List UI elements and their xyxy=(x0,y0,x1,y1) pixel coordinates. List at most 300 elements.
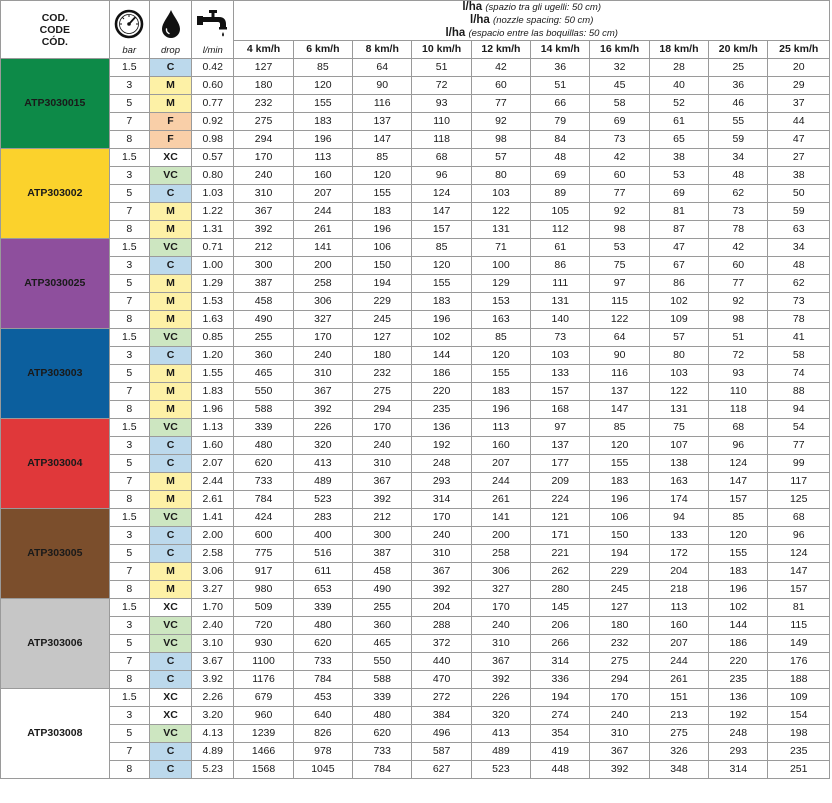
application-rate-cell: 48 xyxy=(531,149,590,167)
application-rate-cell: 1466 xyxy=(234,743,293,761)
flow-rate-cell: 0.98 xyxy=(192,131,234,149)
application-rate-cell: 294 xyxy=(234,131,293,149)
application-rate-cell: 1239 xyxy=(234,725,293,743)
drop-size-cell: C xyxy=(149,671,191,689)
pressure-cell: 3 xyxy=(109,77,149,95)
application-rate-cell: 62 xyxy=(768,275,830,293)
drop-size-cell: VC xyxy=(149,167,191,185)
application-rate-cell: 89 xyxy=(531,185,590,203)
application-rate-cell: 300 xyxy=(234,257,293,275)
application-rate-cell: 367 xyxy=(590,743,649,761)
application-rate-cell: 490 xyxy=(234,311,293,329)
application-rate-cell: 207 xyxy=(293,185,352,203)
flow-rate-cell: 1.22 xyxy=(192,203,234,221)
application-rate-cell: 490 xyxy=(353,581,412,599)
pressure-cell: 7 xyxy=(109,653,149,671)
drop-size-cell: M xyxy=(149,77,191,95)
application-rate-cell: 144 xyxy=(709,617,768,635)
application-rate-cell: 496 xyxy=(412,725,471,743)
application-rate-cell: 306 xyxy=(293,293,352,311)
table-row xyxy=(1,329,830,347)
application-rate-cell: 58 xyxy=(768,347,830,365)
application-rate-cell: 258 xyxy=(471,545,530,563)
application-rate-cell: 151 xyxy=(649,689,708,707)
application-rate-cell: 465 xyxy=(353,635,412,653)
application-rate-cell: 400 xyxy=(293,527,352,545)
application-rate-cell: 310 xyxy=(234,185,293,203)
application-rate-cell: 136 xyxy=(709,689,768,707)
drop-size-cell: C xyxy=(149,743,191,761)
application-rate-cell: 68 xyxy=(412,149,471,167)
application-rate-cell: 116 xyxy=(353,95,412,113)
pressure-gauge-icon xyxy=(113,8,145,40)
pressure-cell: 3 xyxy=(109,167,149,185)
application-rate-cell: 48 xyxy=(709,167,768,185)
drop-size-cell: VC xyxy=(149,419,191,437)
flow-rate-cell: 3.67 xyxy=(192,653,234,671)
application-rate-cell: 255 xyxy=(353,599,412,617)
application-rate-cell: 194 xyxy=(531,689,590,707)
application-rate-cell: 170 xyxy=(471,599,530,617)
flow-rate-cell: 0.92 xyxy=(192,113,234,131)
application-rate-cell: 1568 xyxy=(234,761,293,779)
application-rate-cell: 77 xyxy=(471,95,530,113)
application-rate-cell: 204 xyxy=(649,563,708,581)
application-rate-cell: 102 xyxy=(649,293,708,311)
application-rate-cell: 125 xyxy=(768,491,830,509)
application-rate-cell: 67 xyxy=(649,257,708,275)
application-rate-cell: 137 xyxy=(531,437,590,455)
flow-rate-cell: 0.57 xyxy=(192,149,234,167)
flow-rate-cell: 1.63 xyxy=(192,311,234,329)
table-row xyxy=(1,761,830,779)
nozzle-code: ATP3030025 xyxy=(1,239,110,329)
application-rate-cell: 733 xyxy=(234,473,293,491)
application-rate-cell: 154 xyxy=(768,707,830,725)
header-row-top xyxy=(1,1,830,41)
application-rate-cell: 419 xyxy=(531,743,590,761)
lmin-label: l/min xyxy=(202,44,223,56)
application-rate-cell: 367 xyxy=(353,473,412,491)
pressure-cell: 7 xyxy=(109,743,149,761)
application-rate-cell: 261 xyxy=(293,221,352,239)
application-rate-cell: 32 xyxy=(590,59,649,77)
application-rate-cell: 133 xyxy=(649,527,708,545)
application-rate-cell: 68 xyxy=(768,509,830,527)
application-rate-cell: 42 xyxy=(471,59,530,77)
title-unit-it: l/ha xyxy=(462,1,483,13)
pressure-cell: 8 xyxy=(109,761,149,779)
application-rate-cell: 58 xyxy=(590,95,649,113)
code-header xyxy=(1,1,110,59)
application-rate-cell: 775 xyxy=(234,545,293,563)
application-rate-cell: 367 xyxy=(293,383,352,401)
application-rate-cell: 180 xyxy=(234,77,293,95)
application-rate-cell: 85 xyxy=(471,329,530,347)
application-rate-cell: 930 xyxy=(234,635,293,653)
application-rate-cell: 68 xyxy=(709,419,768,437)
application-rate-cell: 218 xyxy=(649,581,708,599)
application-rate-cell: 174 xyxy=(649,491,708,509)
application-rate-cell: 261 xyxy=(649,671,708,689)
flow-rate-cell: 2.00 xyxy=(192,527,234,545)
application-rate-cell: 65 xyxy=(649,131,708,149)
pressure-cell: 5 xyxy=(109,275,149,293)
drop-size-cell: XC xyxy=(149,689,191,707)
application-rate-cell: 72 xyxy=(412,77,471,95)
application-rate-cell: 480 xyxy=(353,707,412,725)
application-rate-cell: 245 xyxy=(590,581,649,599)
application-rate-cell: 200 xyxy=(293,257,352,275)
application-rate-cell: 59 xyxy=(768,203,830,221)
application-rate-cell: 109 xyxy=(768,689,830,707)
flow-rate-cell: 2.44 xyxy=(192,473,234,491)
speed-header: 20 km/h xyxy=(709,41,768,59)
application-rate-cell: 137 xyxy=(353,113,412,131)
application-rate-cell: 25 xyxy=(709,59,768,77)
application-rate-cell: 155 xyxy=(412,275,471,293)
application-rate-cell: 200 xyxy=(471,527,530,545)
flow-rate-cell: 0.77 xyxy=(192,95,234,113)
application-rate-cell: 261 xyxy=(471,491,530,509)
application-rate-cell: 679 xyxy=(234,689,293,707)
application-rate-cell: 516 xyxy=(293,545,352,563)
application-rate-cell: 92 xyxy=(471,113,530,131)
application-rate-cell: 113 xyxy=(471,419,530,437)
title-note-en: (nozzle spacing: 50 cm) xyxy=(493,15,594,26)
application-rate-cell: 116 xyxy=(590,365,649,383)
drop-size-cell: M xyxy=(149,473,191,491)
application-rate-cell: 183 xyxy=(412,293,471,311)
application-rate-cell: 127 xyxy=(590,599,649,617)
application-rate-cell: 327 xyxy=(293,311,352,329)
application-rate-cell: 653 xyxy=(293,581,352,599)
table-row xyxy=(1,149,830,167)
application-rate-cell: 41 xyxy=(768,329,830,347)
application-rate-cell: 77 xyxy=(768,437,830,455)
application-rate-cell: 180 xyxy=(353,347,412,365)
application-rate-cell: 81 xyxy=(649,203,708,221)
flow-rate-cell: 3.20 xyxy=(192,707,234,725)
application-rate-cell: 84 xyxy=(531,131,590,149)
application-rate-cell: 66 xyxy=(531,95,590,113)
pressure-cell: 3 xyxy=(109,257,149,275)
table-row xyxy=(1,545,830,563)
flow-rate-cell: 0.80 xyxy=(192,167,234,185)
pressure-cell: 1.5 xyxy=(109,239,149,257)
application-rate-cell: 251 xyxy=(768,761,830,779)
application-rate-cell: 320 xyxy=(293,437,352,455)
table-row xyxy=(1,275,830,293)
application-rate-cell: 172 xyxy=(649,545,708,563)
pressure-cell: 5 xyxy=(109,95,149,113)
application-rate-cell: 85 xyxy=(412,239,471,257)
table-row xyxy=(1,473,830,491)
application-rate-cell: 118 xyxy=(412,131,471,149)
application-rate-cell: 339 xyxy=(353,689,412,707)
application-rate-cell: 147 xyxy=(768,563,830,581)
application-rate-cell: 367 xyxy=(412,563,471,581)
application-rate-cell: 97 xyxy=(531,419,590,437)
application-rate-cell: 177 xyxy=(531,455,590,473)
application-rate-cell: 88 xyxy=(768,383,830,401)
application-rate-cell: 170 xyxy=(293,329,352,347)
drop-size-cell: M xyxy=(149,563,191,581)
title-note-es: (espacio entre las boquillas: 50 cm) xyxy=(468,28,618,39)
application-rate-cell: 40 xyxy=(649,77,708,95)
title-line-it xyxy=(234,1,829,14)
speed-header: 16 km/h xyxy=(590,41,649,59)
application-rate-cell: 131 xyxy=(649,401,708,419)
application-rate-cell: 97 xyxy=(590,275,649,293)
pressure-cell: 7 xyxy=(109,473,149,491)
application-rate-cell: 157 xyxy=(768,581,830,599)
pressure-cell: 1.5 xyxy=(109,59,149,77)
application-rate-cell: 44 xyxy=(768,113,830,131)
application-rate-cell: 240 xyxy=(471,617,530,635)
application-rate-cell: 360 xyxy=(353,617,412,635)
application-rate-cell: 480 xyxy=(293,617,352,635)
application-rate-cell: 314 xyxy=(412,491,471,509)
application-rate-cell: 784 xyxy=(293,671,352,689)
application-rate-cell: 176 xyxy=(768,653,830,671)
drop-size-cell: C xyxy=(149,455,191,473)
application-rate-cell: 392 xyxy=(590,761,649,779)
application-rate-cell: 157 xyxy=(709,491,768,509)
application-rate-cell: 163 xyxy=(471,311,530,329)
application-rate-cell: 980 xyxy=(234,581,293,599)
application-rate-cell: 92 xyxy=(709,293,768,311)
table-row xyxy=(1,347,830,365)
application-rate-cell: 272 xyxy=(412,689,471,707)
application-rate-cell: 50 xyxy=(768,185,830,203)
application-rate-cell: 160 xyxy=(471,437,530,455)
table-row xyxy=(1,689,830,707)
application-rate-cell: 784 xyxy=(353,761,412,779)
title-line-en xyxy=(234,14,829,27)
application-rate-cell: 149 xyxy=(768,635,830,653)
application-rate-cell: 120 xyxy=(412,257,471,275)
application-rate-cell: 61 xyxy=(531,239,590,257)
application-rate-cell: 55 xyxy=(709,113,768,131)
pressure-cell: 7 xyxy=(109,113,149,131)
application-rate-cell: 240 xyxy=(353,437,412,455)
application-rate-cell: 327 xyxy=(471,581,530,599)
application-rate-cell: 288 xyxy=(412,617,471,635)
application-rate-cell: 458 xyxy=(234,293,293,311)
application-rate-cell: 85 xyxy=(590,419,649,437)
application-rate-cell: 1045 xyxy=(293,761,352,779)
drop-size-cell: M xyxy=(149,221,191,239)
application-rate-cell: 106 xyxy=(353,239,412,257)
application-rate-cell: 131 xyxy=(531,293,590,311)
application-rate-cell: 29 xyxy=(768,77,830,95)
drop-size-cell: VC xyxy=(149,635,191,653)
application-rate-cell: 240 xyxy=(412,527,471,545)
table-row xyxy=(1,401,830,419)
application-rate-cell: 129 xyxy=(471,275,530,293)
application-rate-cell: 235 xyxy=(709,671,768,689)
application-rate-cell: 53 xyxy=(649,167,708,185)
application-rate-cell: 207 xyxy=(471,455,530,473)
table-row xyxy=(1,671,830,689)
application-rate-cell: 300 xyxy=(353,527,412,545)
application-rate-cell: 424 xyxy=(234,509,293,527)
nozzle-code: ATP303005 xyxy=(1,509,110,599)
application-rate-cell: 62 xyxy=(709,185,768,203)
application-rate-cell: 93 xyxy=(709,365,768,383)
application-rate-cell: 240 xyxy=(590,707,649,725)
application-rate-cell: 550 xyxy=(234,383,293,401)
flow-rate-cell: 1.83 xyxy=(192,383,234,401)
pressure-cell: 1.5 xyxy=(109,509,149,527)
drop-size-cell: M xyxy=(149,293,191,311)
pressure-cell: 8 xyxy=(109,671,149,689)
application-rate-cell: 157 xyxy=(412,221,471,239)
application-rate-cell: 60 xyxy=(471,77,530,95)
application-rate-cell: 113 xyxy=(649,599,708,617)
application-rate-cell: 42 xyxy=(709,239,768,257)
speed-header: 25 km/h xyxy=(768,41,830,59)
table-row xyxy=(1,185,830,203)
flow-rate-cell: 1.29 xyxy=(192,275,234,293)
application-rate-cell: 212 xyxy=(353,509,412,527)
code-label-en: CODE xyxy=(39,23,70,36)
application-rate-cell: 141 xyxy=(293,239,352,257)
application-rate-cell: 52 xyxy=(649,95,708,113)
flow-rate-cell: 3.06 xyxy=(192,563,234,581)
application-rate-cell: 240 xyxy=(234,167,293,185)
application-rate-cell: 106 xyxy=(590,509,649,527)
application-rate-cell: 392 xyxy=(293,401,352,419)
application-rate-cell: 306 xyxy=(471,563,530,581)
application-rate-cell: 196 xyxy=(353,221,412,239)
flow-rate-cell: 1.41 xyxy=(192,509,234,527)
application-rate-cell: 102 xyxy=(709,599,768,617)
application-rate-cell: 170 xyxy=(590,689,649,707)
application-rate-cell: 207 xyxy=(649,635,708,653)
table-row xyxy=(1,77,830,95)
pressure-cell: 5 xyxy=(109,725,149,743)
application-rate-cell: 51 xyxy=(412,59,471,77)
flow-rate-cell: 0.85 xyxy=(192,329,234,347)
application-rate-cell: 180 xyxy=(590,617,649,635)
application-rate-cell: 293 xyxy=(412,473,471,491)
table-row xyxy=(1,113,830,131)
application-rate-cell: 413 xyxy=(293,455,352,473)
application-rate-cell: 171 xyxy=(531,527,590,545)
application-rate-cell: 440 xyxy=(412,653,471,671)
application-rate-cell: 212 xyxy=(234,239,293,257)
application-rate-cell: 85 xyxy=(353,149,412,167)
pressure-cell: 1.5 xyxy=(109,419,149,437)
application-rate-cell: 96 xyxy=(412,167,471,185)
application-rate-cell: 275 xyxy=(353,383,412,401)
application-rate-cell: 186 xyxy=(412,365,471,383)
table-row xyxy=(1,293,830,311)
pressure-cell: 5 xyxy=(109,365,149,383)
application-rate-cell: 155 xyxy=(709,545,768,563)
application-rate-cell: 38 xyxy=(649,149,708,167)
application-rate-cell: 57 xyxy=(649,329,708,347)
application-rate-cell: 60 xyxy=(709,257,768,275)
speed-header: 18 km/h xyxy=(649,41,708,59)
application-rate-cell: 136 xyxy=(412,419,471,437)
application-rate-cell: 465 xyxy=(234,365,293,383)
speed-header: 10 km/h xyxy=(412,41,471,59)
application-rate-cell: 110 xyxy=(709,383,768,401)
drop-size-cell: C xyxy=(149,59,191,77)
application-rate-cell: 206 xyxy=(531,617,590,635)
application-rate-cell: 79 xyxy=(531,113,590,131)
table-row xyxy=(1,581,830,599)
application-rate-cell: 960 xyxy=(234,707,293,725)
application-rate-cell: 92 xyxy=(590,203,649,221)
application-rate-cell: 157 xyxy=(531,383,590,401)
application-rate-cell: 339 xyxy=(234,419,293,437)
application-rate-cell: 147 xyxy=(590,401,649,419)
flow-rate-cell: 5.23 xyxy=(192,761,234,779)
nozzle-code: ATP303003 xyxy=(1,329,110,419)
application-rate-cell: 204 xyxy=(412,599,471,617)
application-rate-cell: 183 xyxy=(293,113,352,131)
application-rate-cell: 314 xyxy=(531,653,590,671)
code-label-es: CÓD. xyxy=(41,35,68,48)
speed-header: 8 km/h xyxy=(353,41,412,59)
bar-header xyxy=(109,1,149,59)
application-rate-cell: 192 xyxy=(412,437,471,455)
application-rate-cell: 600 xyxy=(234,527,293,545)
application-rate-cell: 87 xyxy=(649,221,708,239)
application-rate-cell: 27 xyxy=(768,149,830,167)
flow-rate-cell: 1.55 xyxy=(192,365,234,383)
drop-size-cell: XC xyxy=(149,707,191,725)
application-rate-cell: 336 xyxy=(531,671,590,689)
application-rate-cell: 248 xyxy=(412,455,471,473)
application-rate-cell: 140 xyxy=(531,311,590,329)
drop-size-cell: C xyxy=(149,347,191,365)
application-rate-cell: 310 xyxy=(471,635,530,653)
table-row xyxy=(1,707,830,725)
application-rate-cell: 627 xyxy=(412,761,471,779)
flow-rate-cell: 1.96 xyxy=(192,401,234,419)
application-rate-cell: 320 xyxy=(471,707,530,725)
title-line-es xyxy=(234,27,829,40)
flow-rate-cell: 0.60 xyxy=(192,77,234,95)
flow-rate-cell: 4.89 xyxy=(192,743,234,761)
application-rate-cell: 80 xyxy=(649,347,708,365)
table-row xyxy=(1,563,830,581)
table-body xyxy=(1,59,830,779)
drop-size-cell: XC xyxy=(149,599,191,617)
application-rate-cell: 620 xyxy=(234,455,293,473)
table-row xyxy=(1,455,830,473)
application-rate-cell: 784 xyxy=(234,491,293,509)
application-rate-cell: 392 xyxy=(471,671,530,689)
application-rate-cell: 110 xyxy=(412,113,471,131)
application-rate-cell: 170 xyxy=(353,419,412,437)
application-rate-cell: 826 xyxy=(293,725,352,743)
application-rate-cell: 103 xyxy=(531,347,590,365)
application-rate-cell: 168 xyxy=(531,401,590,419)
application-rate-cell: 550 xyxy=(353,653,412,671)
application-rate-cell: 733 xyxy=(293,653,352,671)
application-rate-cell: 310 xyxy=(353,455,412,473)
pressure-cell: 3 xyxy=(109,617,149,635)
title-unit-en: l/ha xyxy=(470,14,490,26)
application-rate-cell: 47 xyxy=(768,131,830,149)
table-row xyxy=(1,239,830,257)
